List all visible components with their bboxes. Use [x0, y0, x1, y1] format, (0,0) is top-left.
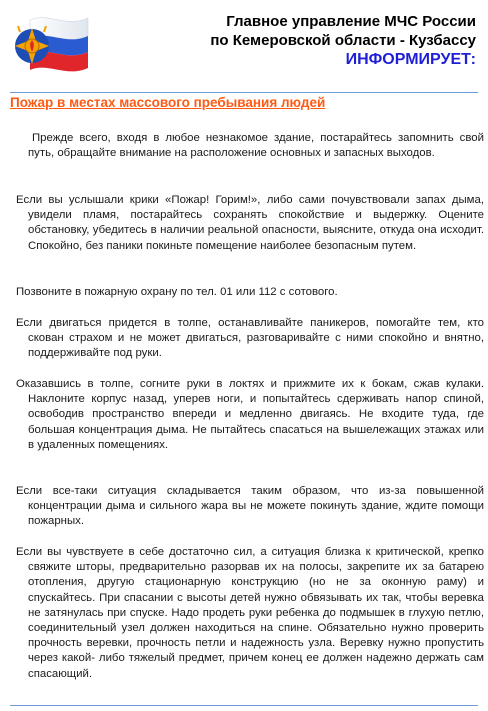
paragraph-3: Позвоните в пожарную охрану по тел. 01 или 112 с сотового.	[16, 286, 338, 298]
header-divider	[10, 92, 478, 93]
paragraph-4: Если двигаться придется в толпе, останавливайте паникеров, помогайте тем, кто скован страхом и не может двигаться, разговаривайте с ними спокойно и внятно, поддерживайте под руки.	[16, 317, 484, 360]
emchs-emblem-with-flag-icon	[8, 6, 92, 86]
paragraph-2: Если вы услышали крики «Пожар! Горим!», либо сами почувствовали запах дыма, увидели пламя, постарайтесь сохранять спокойствие и выдержку. Оцените обстановку, убедитесь в наличии реальной опасности, выясните, откуда она исходит. Спокойно, без паники покиньте помещение наиболее безопасным путем.	[16, 194, 484, 252]
header-region: по Кемеровской области - Кузбассу	[210, 32, 476, 49]
header-organization: Главное управление МЧС России	[226, 13, 476, 30]
header-informs: ИНФОРМИРУЕТ:	[345, 51, 476, 68]
document-title: Пожар в местах массового пребывания людей	[10, 95, 326, 110]
paragraph-5: Оказавшись в толпе, согните руки в локтях и прижмите их к бокам, сжав кулаки. Наклоните корпус назад, уперев ноги, и попытайтесь сдерживать напор спиной, освободив пространство впереди и медленно двигаясь. Не входите туда, где большая концентрация дыма. Не пытайтесь спасаться на вышележащих этажах или в удаленных помещениях.	[16, 378, 484, 451]
paragraph-7: Если вы чувствуете в себе достаточно сил, а ситуация близка к критической, крепко свяжите шторы, предварительно разорвав их на полосы, закрепите их за батарею отопления, другую стационарную конструкцию (но не за оконную раму) и спускайтесь. При спасании с высоты детей нужно обвязывать их так, чтобы веревка не затянулась при спуске. Надо продеть руки ребенка до подмышек в глухую петлю, соединительный узел должен находиться на спине. Обязательно нужно проверить прочность веревки, прочность петли и надежность узла. Веревку нужно пропустить через какой- либо тяжелый предмет, причем конец ее должен надежно держать сам спасающий.	[16, 546, 484, 680]
paragraph-1: Прежде всего, входя в любое незнакомое здание, постарайтесь запомнить свой путь, обращайте внимание на расположение основных и запасных выходов.	[28, 132, 484, 160]
footer-divider	[10, 705, 478, 706]
paragraph-6: Если все-таки ситуация складывается таким образом, что из-за повышенной концентрации дыма и сильного жара вы не можете покинуть здание, ждите помощи пожарных.	[16, 485, 484, 528]
document-header	[0, 0, 488, 92]
